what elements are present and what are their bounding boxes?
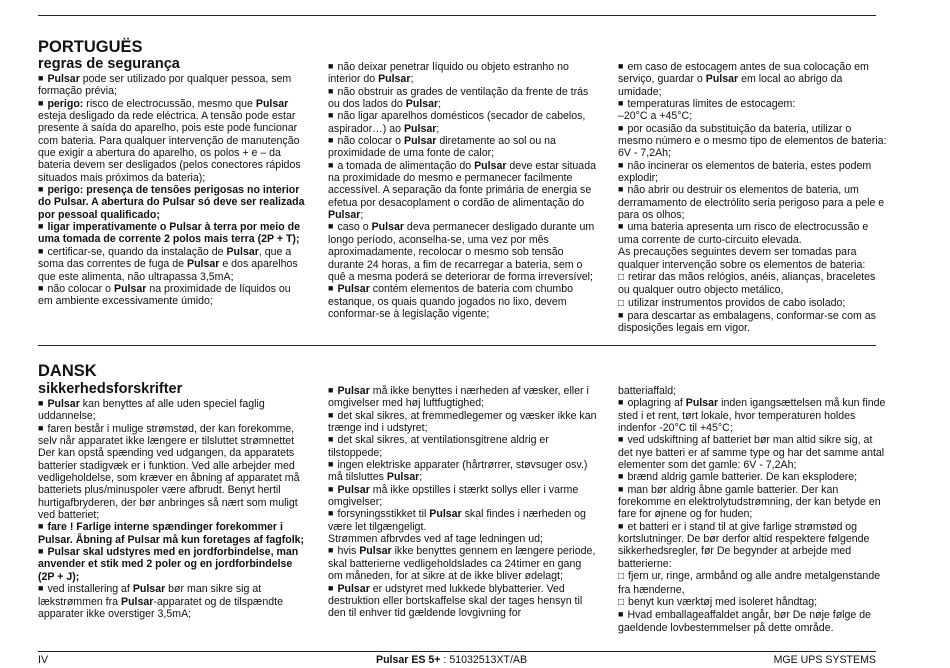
pt-column-1 bbox=[38, 73, 308, 308]
bullet-item bbox=[38, 246, 308, 283]
pt-column-3 bbox=[618, 61, 888, 335]
text: esteja desligado da rede eléctrica. A tensão pode estar presente à saída do aparelho, pois este pode funcionar com bateria. Para qualquer intervenção de manutenção que exigir a abertura do aparelho, os polos + e – da bateria devem ser desligados (pelos conectores rápidos situados mais próximos da bateria); bbox=[38, 110, 301, 184]
text: inden igangsættelsen må kun finde sted i et rent, tørt lokale, hvor temperaturen holdes indenfor -20°C til +45°C; bbox=[618, 397, 886, 435]
bullet-item bbox=[328, 545, 598, 582]
paragraph bbox=[618, 110, 888, 122]
bold-text: ligar imperativamente o Pulsar à terra por meio de uma tomada de corrente 2 polos mais terra (2P + T); bbox=[38, 221, 301, 246]
bullet-item bbox=[328, 484, 598, 509]
section-title-portugues: PORTUGUËS bbox=[38, 38, 143, 56]
bold-text: Pulsar bbox=[255, 97, 289, 110]
pt-column-2 bbox=[328, 61, 598, 320]
text: man bør aldrig åbne gamle batterier. Der kan forekomme en elektrolytudstrømning, der kan betyde en fare for øjnene og for huden; bbox=[618, 483, 881, 521]
bullet-item bbox=[328, 583, 598, 620]
bullet-item bbox=[328, 434, 598, 459]
text: må ikke opstilles i stærkt sollys eller i varme omgivelser; bbox=[328, 483, 579, 509]
page-number: IV bbox=[38, 654, 49, 666]
footer-rule bbox=[38, 651, 876, 652]
text: na proximidade de líquidos ou em ambiente excessivamente úmido; bbox=[38, 282, 291, 308]
bullet-item bbox=[328, 459, 598, 484]
bullet-item bbox=[328, 283, 598, 320]
bold-text: Pulsar bbox=[404, 135, 437, 148]
section-title-dansk: DANSK bbox=[38, 362, 97, 380]
bullet-item bbox=[328, 110, 598, 135]
text: não abrir ou destruir os elementos de bateria, um derramamento de electrólito seria perigoso para a pele e para os olhos; bbox=[618, 184, 885, 222]
bold-text: Pulsar bbox=[47, 73, 80, 85]
bold-text: Pulsar skal udstyres med en jordforbindelse, man anvender et stik med 2 poler og en jordforbindelse (2P + J); bbox=[38, 546, 299, 583]
text: em local ao abrigo da umidade; bbox=[618, 73, 843, 98]
document-code: : 51032513XT/AB bbox=[440, 654, 528, 666]
bold-text: Pulsar bbox=[359, 545, 392, 558]
bullet-item bbox=[38, 283, 308, 308]
text: faren består i mulige strømstød, der kan forekomme, selv når apparatet ikke længere er tilsluttet strømnettet Der kan opstå spænding ved udgangen, da apparatets batterier stadigvæk er i funktion. Ved alle arbejder med vedligeholdelse, som kræver en åbning af apparatet må batteriets plus/minuspoler være afbrudt. Benyt hertil hurtigafbryderen, der bør anbringes så nært som muligt ved batteriet; bbox=[38, 422, 300, 522]
text: -apparatet og de tilspændte apparater ikke overstiger 3,5mA; bbox=[38, 595, 283, 620]
checkbox-item bbox=[618, 271, 888, 297]
bullet-item bbox=[618, 434, 888, 471]
bullet-item bbox=[618, 521, 888, 570]
bold-text: fare ! Farlige interne spændinger forekommer i Pulsar. Åbning af Pulsar må kun foretages af fagfolk; bbox=[38, 521, 305, 546]
text: utilizar instrumentos providos de cabo isolado; bbox=[628, 296, 846, 309]
bullet-item bbox=[328, 410, 598, 435]
bold-text: Pulsar bbox=[328, 209, 361, 222]
text: para descartar as embalagens, conformar-se com as disposições legais em vigor. bbox=[618, 309, 876, 335]
checkbox-item bbox=[618, 596, 888, 609]
bullet-item bbox=[328, 508, 598, 533]
text: fjern ur, ringe, armbånd og alle andre metalgenstande fra hænderne, bbox=[618, 570, 881, 596]
text: ingen elektriske apparater (hårtrørrer, støvsuger osv.) må tilsluttes bbox=[328, 459, 588, 484]
text: skal findes i nærheden og være let tilgængeligt. bbox=[328, 508, 586, 533]
bold-text: Pulsar bbox=[187, 258, 220, 271]
checkbox-item bbox=[618, 570, 888, 596]
paragraph bbox=[618, 385, 888, 397]
product-reference bbox=[376, 654, 527, 666]
bullet-item bbox=[618, 98, 888, 110]
bullet-item bbox=[328, 61, 598, 86]
top-rule bbox=[38, 15, 876, 16]
paragraph bbox=[328, 533, 598, 545]
text: må ikke benyttes i nærheden af væsker, eller i omgivelser med høj luftfugtighed; bbox=[328, 385, 589, 410]
bold-text: Pulsar bbox=[114, 282, 147, 295]
bullet-item bbox=[328, 135, 598, 160]
bold-text: Pulsar bbox=[405, 98, 439, 111]
bold-text: Pulsar bbox=[474, 159, 507, 172]
text: diretamente ao sol ou na proximidade de uma fonte de calor; bbox=[328, 135, 556, 160]
text: não incinerar os elementos de bateria, estes podem explodir; bbox=[618, 159, 872, 185]
bold-text: Pulsar bbox=[378, 73, 411, 86]
bullet-item bbox=[618, 123, 888, 160]
bold-text: Pulsar bbox=[47, 398, 80, 410]
bold-text: Pulsar bbox=[121, 595, 154, 608]
bullet-item bbox=[328, 221, 598, 283]
text: bør man sikre sig at lækstrømmen fra bbox=[38, 583, 262, 608]
text: temperaturas limites de estocagem: bbox=[627, 98, 796, 111]
text: ved udskiftning af batteriet bør man altid sikre sig, at det nye batteri er af samme type og har det samme antal elementer som det gamle: 6V - 7,2Ah; bbox=[618, 434, 885, 472]
bullet-item bbox=[618, 397, 888, 434]
bullet-item bbox=[38, 398, 308, 423]
text: ; bbox=[436, 122, 440, 135]
text: brænd aldrig gamle batterier. De kan eksplodere; bbox=[627, 471, 858, 484]
bold-text: perigo: presença de tensões perigosas no interior do Pulsar. A abertura do Pulsar só deve ser realizada por pessoal qualificado; bbox=[38, 184, 305, 221]
bullet-item bbox=[618, 310, 888, 335]
section-subtitle-portugues: regras de segurança bbox=[38, 56, 180, 72]
text: kan benyttes af alle uden speciel faglig uddannelse; bbox=[38, 398, 265, 423]
text: ; bbox=[410, 73, 414, 86]
bold-text: Pulsar bbox=[337, 283, 370, 296]
bullet-item bbox=[328, 160, 598, 222]
text: não obstruir as grades de ventilação da frente de trás ou dos lados do bbox=[328, 85, 589, 111]
text: não ligar aparelhos domésticos (secador de cabelos, aspirador…) ao bbox=[328, 110, 586, 135]
text: retirar das mãos relógios, anéis, alianças, braceletes ou qualquer outro objecto metálico, bbox=[618, 270, 876, 297]
bold-text: Pulsar bbox=[685, 397, 719, 410]
text: As precauções seguintes devem ser tomadas para qualquer intervenção sobre os elementos de bateria: bbox=[618, 246, 866, 271]
text: ; bbox=[438, 98, 442, 111]
text: benyt kun værktøj med isoleret håndtag; bbox=[628, 595, 818, 608]
bullet-item bbox=[618, 484, 888, 521]
text: oplagring af bbox=[627, 397, 686, 410]
da-column-1 bbox=[38, 398, 308, 620]
bold-text: Pulsar bbox=[337, 483, 370, 496]
text: , que a soma das correntes de fuga de bbox=[38, 245, 292, 271]
text: Hvad emballageaffaldet angår, bør De nøje følge de gaeldende lovbestemmelser på dette område. bbox=[618, 609, 872, 634]
text: Strømmen afbrvdes ved af tage ledningen ud; bbox=[328, 533, 543, 546]
text: det skal sikres, at ventilationsgitrene aldrig er tilstoppede; bbox=[328, 434, 549, 459]
text: uma bateria apresenta um risco de electrocussão e uma corrente de curto-circuito elevada. bbox=[618, 221, 869, 246]
bullet-item bbox=[328, 86, 598, 111]
text: não deixar penetrar líquido ou objeto estranho no interior do bbox=[328, 61, 569, 86]
bullet-item bbox=[38, 546, 308, 583]
bullet-item bbox=[618, 184, 888, 221]
bullet-item bbox=[38, 521, 308, 546]
text: ikke benyttes gennem en længere periode, skal batterierne vedligeholdslades ca 24timer en gang om måneden, for at sikre at de ikke bliver ødelagt; bbox=[328, 545, 596, 583]
bold-text: perigo: bbox=[47, 97, 84, 110]
bold-text: Pulsar bbox=[705, 73, 739, 86]
section-divider bbox=[38, 345, 876, 346]
bold-text: Pulsar bbox=[371, 221, 404, 234]
text: hvis bbox=[337, 545, 360, 558]
bullet-item bbox=[38, 583, 308, 620]
da-column-3 bbox=[618, 385, 888, 634]
bullet-item bbox=[618, 609, 888, 634]
bullet-item bbox=[38, 184, 308, 221]
bold-text: Pulsar bbox=[226, 245, 259, 258]
text: não colocar o bbox=[337, 135, 404, 148]
bullet-item bbox=[328, 385, 598, 410]
text: deve estar situada na proximidade do mesmo e permanecer facilmente accessível. A separação da fonte primária de energia se efetua por desacoplament o cordão de alimentação do bbox=[328, 159, 596, 209]
text: batteriaffald; bbox=[618, 385, 677, 397]
text: contém elementos de bateria com chumbo estanque, os quais quando jogados no lixo, devem conformar-se à legislação vigente; bbox=[328, 283, 573, 320]
bullet-item bbox=[618, 160, 888, 185]
bullet-item bbox=[618, 221, 888, 246]
bold-text: Pulsar bbox=[403, 122, 437, 135]
bold-text: Pulsar bbox=[337, 385, 370, 397]
text: por ocasião da substituição da bateria, utilizar o mesmo número e o mesmo tipo de elementos de bateria: 6V - 7,2Ah; bbox=[618, 122, 887, 160]
text: ved installering af bbox=[47, 583, 133, 596]
bold-text: Pulsar bbox=[337, 582, 370, 595]
bullet-item bbox=[618, 471, 888, 483]
text: e dos aparelhos que este alimenta, não ultrapassa 3,5mA; bbox=[38, 258, 298, 283]
product-name: Pulsar ES 5+ bbox=[376, 654, 441, 666]
bullet-item bbox=[38, 423, 308, 522]
text: –20°C a +45°C; bbox=[618, 110, 693, 123]
text: certificar-se, quando da instalação de bbox=[47, 245, 227, 258]
text: em caso de estocagem antes de sua colocação em serviço, guardar o bbox=[618, 61, 869, 86]
text: risco de electrocussão, mesmo que bbox=[83, 97, 256, 110]
company-name: MGE UPS SYSTEMS bbox=[773, 654, 876, 666]
text: não colocar o bbox=[47, 282, 114, 295]
bold-text: Pulsar bbox=[429, 508, 462, 521]
bold-text: Pulsar bbox=[386, 471, 420, 484]
bullet-item bbox=[38, 221, 308, 246]
text: a tomada de alimentação do bbox=[337, 159, 475, 172]
bullet-item bbox=[38, 98, 308, 184]
text: deva permanecer desligado durante um longo período, aconselha-se, uma vez por mês aproximadamente, recolocar o mesmo sob tensão durante 24 horas, a fim de recarregar a bateria, sem o quê a mesma poderá se deteriorar de forma irreversível; bbox=[328, 221, 595, 283]
bullet-item bbox=[618, 61, 888, 98]
text: er udstyret med lukkede blybatterier. Ved destruktion eller bortskaffelse skal der tages hensyn til den til enhver tid gældende lovgivning for bbox=[328, 582, 583, 620]
bold-text: Pulsar bbox=[132, 583, 166, 596]
text: et batteri er i stand til at give farlige strømstød og kortslutninger. De bør derfor altid respektere følgende sikkerhedsregler, før De begynder at arbejde med batterierne: bbox=[618, 520, 870, 570]
section-subtitle-dansk: sikkerhedsforskrifter bbox=[38, 381, 183, 397]
text: ; bbox=[419, 471, 423, 484]
paragraph bbox=[618, 246, 888, 271]
text: pode ser utilizado por qualquer pessoa, sem formação prévia; bbox=[38, 73, 292, 98]
bullet-item bbox=[38, 73, 308, 98]
text: ; bbox=[360, 209, 364, 222]
text: det skal sikres, at fremmedlegemer og væsker ikke kan trænge ind i udstyret; bbox=[328, 409, 597, 435]
da-column-2 bbox=[328, 385, 598, 620]
checkbox-item bbox=[618, 297, 888, 310]
text: caso o bbox=[337, 221, 372, 234]
text: forsyningsstikket til bbox=[337, 508, 430, 521]
